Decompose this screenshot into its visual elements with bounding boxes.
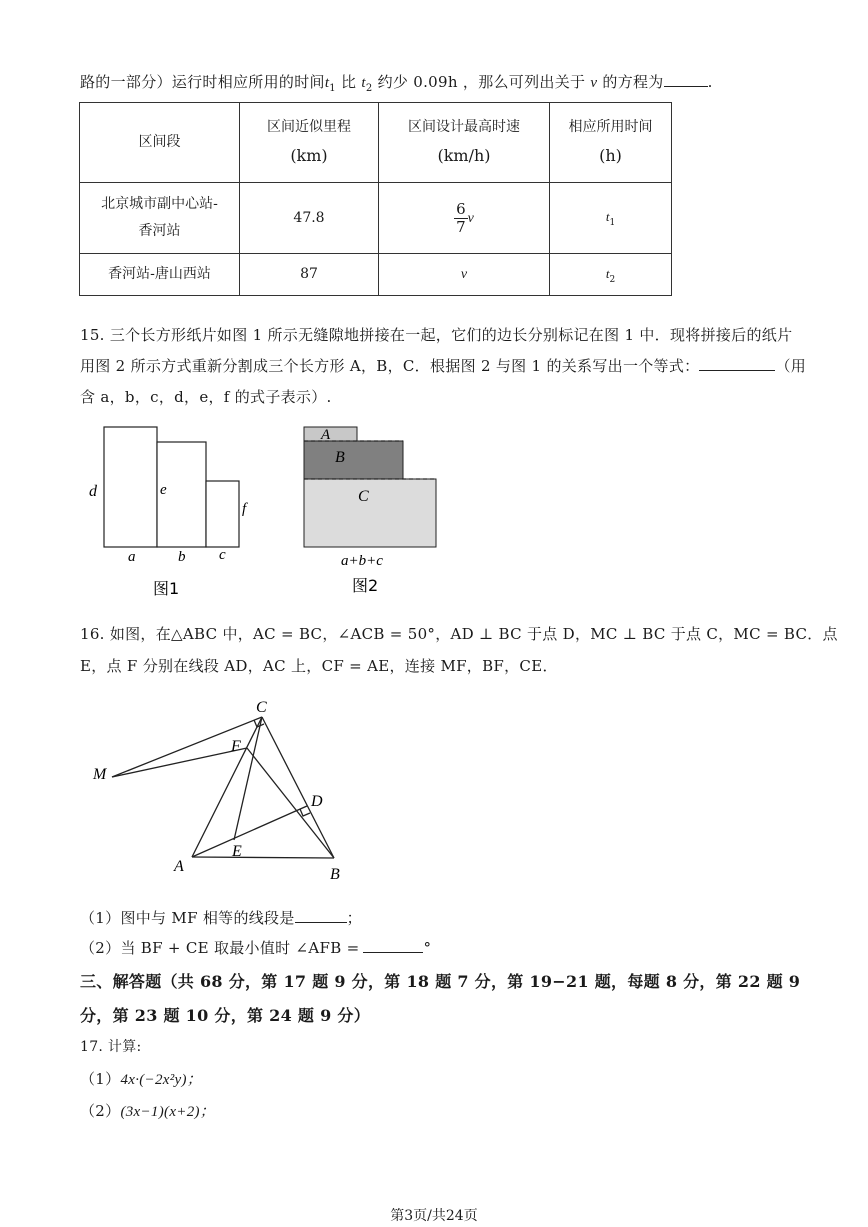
rect-C <box>304 479 436 547</box>
header-cell <box>80 103 240 183</box>
time-sub: 2 <box>609 274 616 285</box>
triangle-figure <box>80 690 370 885</box>
header-speed-unit: (km/h) <box>437 145 491 165</box>
v-var: v <box>590 75 598 91</box>
segment-line1: 北京城市副中心站- <box>101 196 218 213</box>
figure-1 <box>80 420 270 605</box>
label-a: a <box>128 549 136 565</box>
header-segment: 区间段 <box>138 134 181 151</box>
point-B: B <box>330 866 340 883</box>
t2-sub: 2 <box>365 83 373 94</box>
t1-sub: 1 <box>329 83 336 94</box>
point-E: E <box>232 843 242 860</box>
q15-line1: 15. 三个长方形纸片如图 1 所示无缝隙地拼接在一起，它们的边长分别标记在图 1 中．现将拼接后的纸片 <box>80 326 793 344</box>
segment-AB <box>192 857 334 858</box>
right-angle-D <box>300 809 310 816</box>
q15-line2-text: 用图 2 所示方式重新分割成三个长方形 A，B，C．根据图 2 与图 1 的关系写出一个等式： <box>80 357 700 375</box>
segment-cell <box>80 254 240 296</box>
q17-part2-label: （2） <box>80 1102 121 1120</box>
rect-B <box>304 441 403 479</box>
q17-part1-expr: 4x·(−2x²y)； <box>120 1072 203 1088</box>
distance-cell: 87 <box>240 254 379 296</box>
figure-2 <box>295 420 445 605</box>
q15-line3: 含 a，b，c，d，e，f 的式子表示）. <box>80 388 332 406</box>
header-cell <box>240 103 379 183</box>
point-M: M <box>93 766 107 783</box>
answer-blank <box>295 908 347 923</box>
q15-line2-end: （用 <box>775 357 807 375</box>
q16-sub1 <box>80 907 362 928</box>
speed-var: v <box>467 211 474 226</box>
label-B: B <box>335 449 345 466</box>
header-cell <box>379 103 550 183</box>
q14-mid1: 比 <box>335 73 362 91</box>
time-var: t <box>605 265 610 281</box>
q17-part2 <box>80 1100 215 1121</box>
fraction <box>454 201 468 235</box>
q16-sub2-text: （2）当 BF + CE 取最小值时 ∠AFB = <box>80 939 360 957</box>
q16-line2: E，点 F 分别在线段 AD，AC 上，CF = AE，连接 MF，BF，CE． <box>80 657 558 675</box>
segment-AC <box>192 717 262 857</box>
section3-heading-line1: 三、解答题（共 68 分，第 17 题 9 分，第 18 题 7 分，第 19−21 题，每题 8 分，第 22 题 9 <box>80 972 801 991</box>
table-row <box>80 254 672 296</box>
q17-part1 <box>80 1068 202 1089</box>
header-speed: 区间设计最高时速 <box>408 119 520 135</box>
q17-part1-label: （1） <box>80 1070 121 1088</box>
segment-cell <box>80 183 240 254</box>
label-C: C <box>358 488 369 505</box>
segment-BC <box>262 717 334 858</box>
q17-part2-expr: (3x−1)(x+2)； <box>120 1104 216 1120</box>
q14-mid2: 约少 0.09h ，那么可列出关于 <box>372 73 591 91</box>
q16-sub2-end: ° <box>423 939 432 957</box>
distance-cell: 47.8 <box>240 183 379 254</box>
triangle-lines <box>112 717 334 858</box>
q14-equation-line <box>80 71 713 94</box>
point-D: D <box>311 793 323 810</box>
answer-blank <box>664 72 708 87</box>
table-header-row <box>80 103 672 183</box>
time-cell <box>550 183 672 254</box>
t2-var: t <box>361 75 366 91</box>
q16-sub1-text: （1）图中与 MF 相等的线段是 <box>80 909 295 927</box>
speed-table <box>79 102 672 296</box>
segment-MF <box>112 748 247 777</box>
time-var: t <box>605 209 610 225</box>
speed-cell <box>379 183 550 254</box>
q15-line2 <box>80 355 806 376</box>
speed-cell <box>379 254 550 296</box>
table-row <box>80 183 672 254</box>
header-distance: 区间近似里程 <box>267 119 351 135</box>
figure-2-caption: 图2 <box>352 576 379 595</box>
header-cell <box>550 103 672 183</box>
q14-prefix: 路的一部分）运行时相应所用的时间 <box>80 73 325 91</box>
label-d: d <box>89 483 97 500</box>
segment-CE <box>234 717 262 840</box>
rect-A <box>304 427 357 441</box>
rect-d <box>104 427 157 547</box>
q17-title: 17. 计算: <box>80 1039 142 1055</box>
fraction-numerator: 6 <box>456 200 466 218</box>
point-A: A <box>174 858 184 875</box>
segment-line1: 香河站-唐山西站 <box>108 266 211 283</box>
q14-suffix: 的方程为 <box>597 73 664 91</box>
figure-1-caption: 图1 <box>153 579 180 598</box>
fraction-denominator: 7 <box>456 217 466 236</box>
label-f: f <box>242 501 247 517</box>
rect-f <box>206 481 239 547</box>
point-C: C <box>256 699 267 716</box>
q16-sub2 <box>80 937 431 958</box>
time-cell <box>550 254 672 296</box>
time-sub: 1 <box>609 217 616 228</box>
segment-AD <box>192 806 307 857</box>
q16-sub1-end: ； <box>346 909 362 927</box>
answer-blank <box>699 356 775 371</box>
point-F: F <box>231 738 241 755</box>
label-A: A <box>321 427 331 443</box>
header-time-unit: (h) <box>599 145 622 165</box>
speed-var: v <box>460 266 468 282</box>
label-base: a+b+c <box>341 553 383 569</box>
page-number: 第3页/共24页 <box>390 1208 478 1224</box>
answer-blank <box>363 938 423 953</box>
segment-line2: 香河站 <box>138 223 181 239</box>
q14-end: . <box>707 73 713 91</box>
header-time: 相应所用时间 <box>568 119 653 135</box>
label-b: b <box>178 549 186 565</box>
t1-var: t <box>324 75 330 91</box>
section3-heading-line2: 分，第 23 题 10 分，第 24 题 9 分） <box>80 1006 370 1025</box>
header-distance-unit: (km) <box>290 145 328 165</box>
label-e: e <box>160 482 167 498</box>
q16-line1: 16. 如图，在△ABC 中，AC = BC，∠ACB = 50°，AD ⊥ BC 于点 D，MC ⊥ BC 于点 C，MC = BC．点 <box>80 625 838 643</box>
label-c: c <box>219 547 226 563</box>
